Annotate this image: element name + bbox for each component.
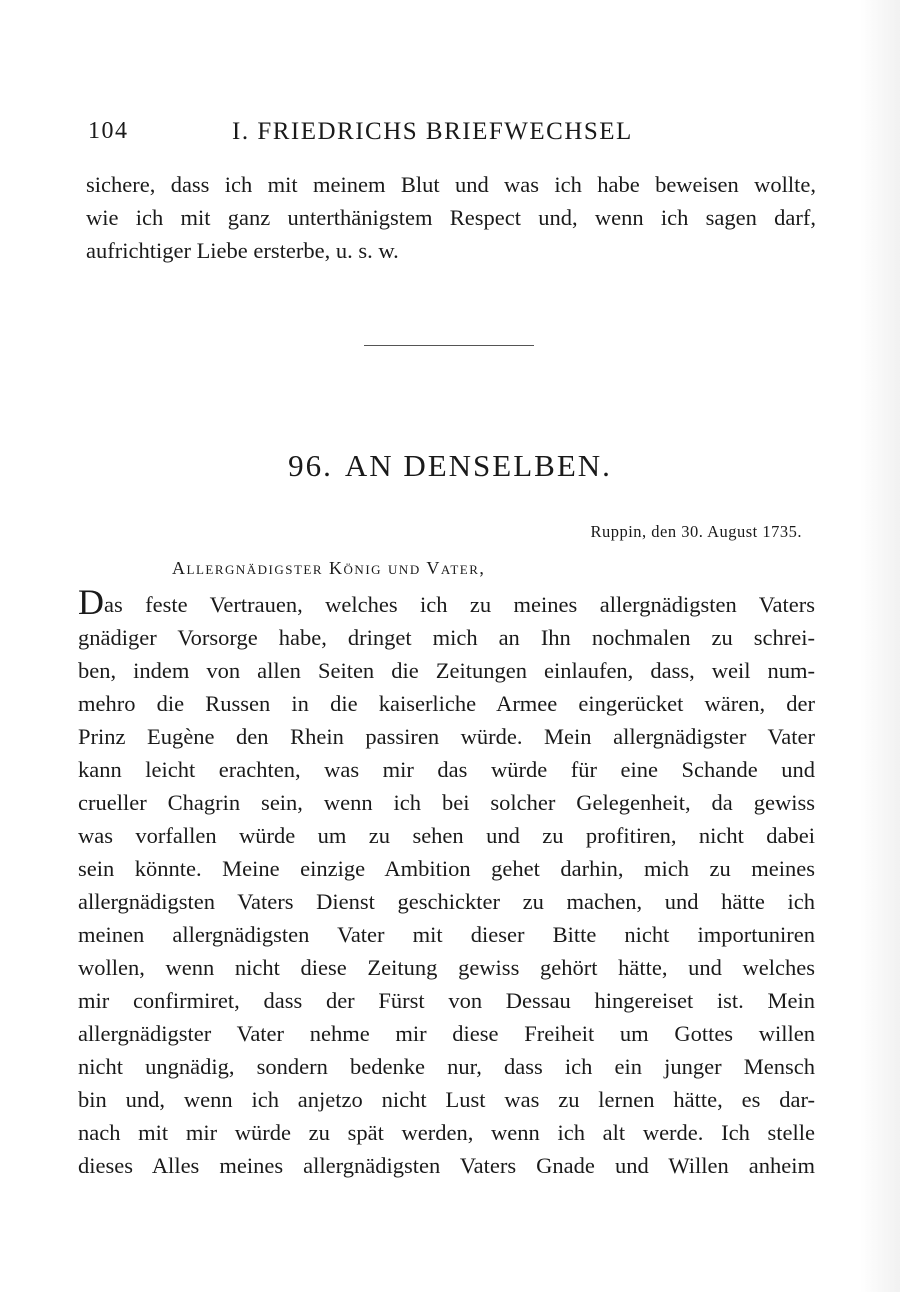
text-line: was vorfallen würde um zu sehen und zu profitiren, nicht dabei <box>78 823 815 848</box>
text-line-first <box>78 582 815 622</box>
text-line: allergnädigsten Vaters Dienst geschickter zu machen, und hätte ich <box>78 889 815 914</box>
text-line: mehro die Russen in die kaiserliche Armee eingerücket wären, der <box>78 691 815 716</box>
text-line: kann leicht erachten, was mir das würde für eine Schande und <box>78 757 815 782</box>
running-head <box>88 118 688 154</box>
text-line: nach mit mir würde zu spät werden, wenn ich alt werde. Ich stelle <box>78 1120 815 1145</box>
salutation: Allergnädigster König und Vater, <box>172 558 486 578</box>
page-number: 104 <box>88 118 129 144</box>
text-line: ben, indem von allen Seiten die Zeitungen einlaufen, dass, weil num- <box>78 658 815 683</box>
text-line: wie ich mit ganz unterthänigstem Respect und, wenn ich sagen darf, <box>86 205 816 230</box>
letter-body <box>78 582 815 1182</box>
text-line: aufrichtiger Liebe ersterbe, u. s. w. <box>86 238 399 263</box>
text-line: Prinz Eugène den Rhein passiren würde. Mein allergnädigster Vater <box>78 724 815 749</box>
text-line: dieses Alles meines allergnädigsten Vaters Gnade und Willen anheim <box>78 1153 815 1178</box>
letter-heading <box>0 448 900 484</box>
text-line: crueller Chagrin sein, wenn ich bei solcher Gelegenheit, da gewiss <box>78 790 815 815</box>
text-line: mir confirmiret, dass der Fürst von Dessau hingereiset ist. Mein <box>78 988 815 1013</box>
section-divider <box>364 345 534 346</box>
text-line: gnädiger Vorsorge habe, dringet mich an Ihn nochmalen zu schrei- <box>78 625 815 650</box>
text-line: sein könnte. Meine einzige Ambition gehet darhin, mich zu meines <box>78 856 815 881</box>
page-edge-shade <box>860 0 900 1292</box>
running-title: I. FRIEDRICHS BRIEFWECHSEL <box>232 118 633 145</box>
letter-title: AN DENSELBEN. <box>344 448 612 483</box>
letter-number: 96. <box>288 448 333 483</box>
text-line: meinen allergnädigsten Vater mit dieser Bitte nicht importuniren <box>78 922 815 947</box>
place-date: Ruppin, den 30. August 1735. <box>590 522 802 541</box>
first-line-rest: as feste Vertrauen, welches ich zu meines allergnädigsten Vaters <box>104 592 815 617</box>
previous-letter-ending <box>86 168 816 267</box>
text-line: sichere, dass ich mit meinem Blut und was ich habe beweisen wollte, <box>86 172 816 197</box>
text-line: wollen, wenn nicht diese Zeitung gewiss gehört hätte, und welches <box>78 955 815 980</box>
text-line: nicht ungnädig, sondern bedenke nur, dass ich ein junger Mensch <box>78 1054 815 1079</box>
text-line: allergnädigster Vater nehme mir diese Freiheit um Gottes willen <box>78 1021 815 1046</box>
text-line: bin und, wenn ich anjetzo nicht Lust was zu lernen hätte, es dar- <box>78 1087 815 1112</box>
drop-cap: D <box>78 582 104 622</box>
